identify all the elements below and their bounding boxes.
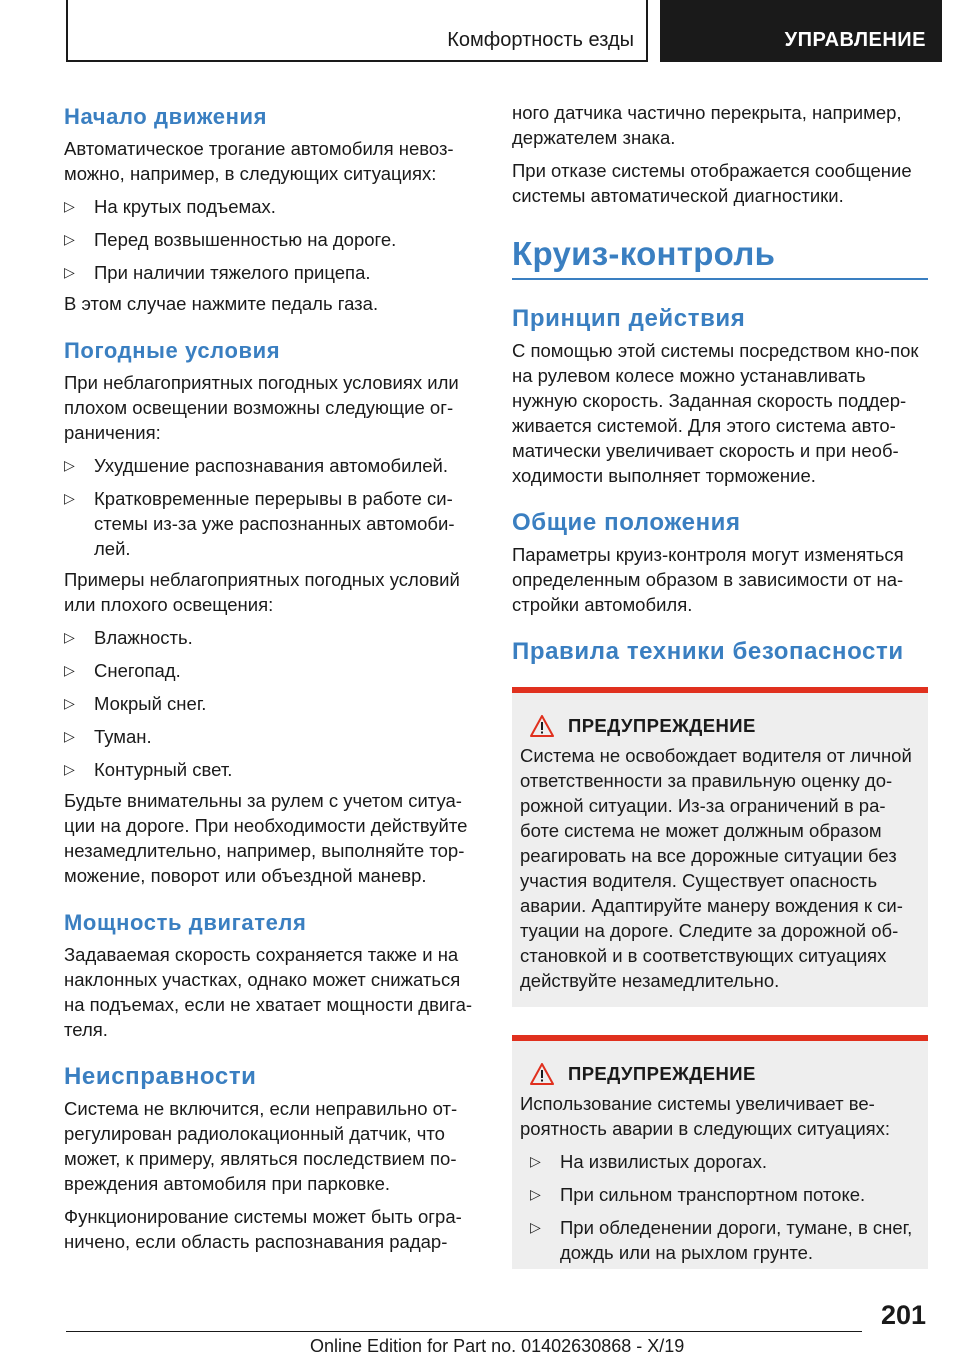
list-item: ▷ При сильном транспортном потоке.	[530, 1184, 866, 1205]
weather-text: При неблагоприятных погодных условиях или плохом освещении возможны следующие ог-раничения:	[64, 372, 459, 443]
heading-rule	[512, 278, 928, 280]
bullet-triangle-icon: ▷	[64, 695, 75, 711]
list-item: ▷ Контурный свет.	[64, 759, 233, 780]
bullet-triangle-icon: ▷	[530, 1153, 541, 1169]
warning-text: Система не освобождает водителя от личной ответственности за правильную оценку до-рожной ситуации. Из-за ограничений в ра-боте система не может должным образом реагировать на все дорожные ситуации без участия водителя. Существует опасность аварии. Адаптируйте манеру вождения к си-туации на дороге. Следите за дорожной об-становкой и в соответствующих ситуациях действуйте незамедлительно.	[520, 745, 912, 991]
warning-text: Использование системы увеличивает ве-роятность аварии в следующих ситуациях:	[520, 1093, 891, 1139]
faults-text-2: Функционирование системы может быть огра-ничено, если область распознавания радар-	[64, 1206, 462, 1252]
list-item: ▷ На извилистых дорогах.	[530, 1151, 767, 1172]
warning-box	[512, 687, 928, 1007]
warning-label: ПРЕДУПРЕЖДЕНИЕ	[568, 715, 756, 736]
header-section-title: Комфортность езды	[447, 29, 634, 51]
list-item: ▷ Ухудшение распознавания автомобилей.	[64, 455, 449, 476]
warning-title	[530, 715, 920, 737]
right-column	[512, 100, 928, 1269]
bullet-triangle-icon: ▷	[64, 761, 75, 777]
start-after-text: В этом случае нажмите педаль газа.	[64, 293, 379, 314]
general-text: Параметры круиз-контроля могут изменяться определенным образом в зависимости от на-стройки автомобиля.	[512, 544, 904, 615]
bullet-triangle-icon: ▷	[530, 1219, 541, 1235]
header-section-box	[66, 0, 648, 62]
warning-label: ПРЕДУПРЕЖДЕНИЕ	[568, 1063, 756, 1084]
heading-faults: Неисправности	[64, 1063, 257, 1090]
bullet-triangle-icon: ▷	[530, 1186, 541, 1202]
list-item: ▷ Кратковременные перерывы в работе си-стемы из-за уже распознанных автомоби-лей.	[64, 488, 455, 559]
bullet-triangle-icon: ▷	[64, 264, 75, 280]
weather-text-2: Примеры неблагоприятных погодных условий или плохого освещения:	[64, 569, 460, 615]
start-text: Автоматическое трогание автомобиля невоз-можно, например, в следующих ситуациях:	[64, 138, 454, 184]
bullet-triangle-icon: ▷	[64, 231, 75, 247]
continued-text-2: При отказе системы отображается сообщение системы автоматической диагностики.	[512, 160, 912, 206]
page-number: 201	[880, 1300, 926, 1330]
bullet-triangle-icon: ▷	[64, 457, 75, 473]
footer-edition: Online Edition for Part no. 01402630868 - X/19	[310, 1336, 685, 1356]
list-item: ▷ При обледенении дороги, тумане, в снег, дождь или на рыхлом грунте.	[530, 1217, 913, 1263]
list-item: ▷ Перед возвышенностью на дороге.	[64, 229, 397, 250]
heading-cruise-control: Круиз-контроль	[512, 235, 776, 272]
heading-start: Начало движения	[64, 104, 268, 129]
heading-engine: Мощность двигателя	[64, 910, 307, 935]
bullet-triangle-icon: ▷	[64, 198, 75, 214]
left-column	[64, 100, 484, 1254]
engine-text: Задаваемая скорость сохраняется также и на наклонных участках, однако может снижаться на подъемах, если не хватает мощности двига-теля.	[64, 944, 473, 1040]
list-item: ▷ Мокрый снег.	[64, 693, 207, 714]
header-chapter-box	[660, 0, 942, 62]
bullet-triangle-icon: ▷	[64, 662, 75, 678]
warning-triangle-icon	[530, 715, 554, 737]
bullet-triangle-icon: ▷	[64, 629, 75, 645]
header-chapter-title: УПРАВЛЕНИЕ	[784, 29, 926, 51]
heading-general: Общие положения	[512, 509, 741, 536]
heading-weather: Погодные условия	[64, 338, 281, 363]
list-item: ▷ Влажность.	[64, 627, 193, 648]
weather-after-text: Будьте внимательны за рулем с учетом ситуа-ции на дороге. При необходимости действуйте незамедлительно, например, выполняйте тор-можение, поворот или объездной маневр.	[64, 790, 468, 886]
principle-text: С помощью этой системы посредством кно-пок на рулевом колесе можно устанавливать нужную скорость. Заданная скорость поддер-живается системой. Для этого система авто-матически увеличивает скорость и при необ-ходимости выполняет торможение.	[512, 340, 919, 486]
list-item: ▷ Снегопад.	[64, 660, 181, 681]
warning-title	[530, 1063, 920, 1085]
bullet-triangle-icon: ▷	[64, 728, 75, 744]
heading-principle: Принцип действия	[512, 305, 746, 332]
heading-safety: Правила техники безопасности	[512, 638, 904, 665]
continued-text: ного датчика частично перекрыта, например, держателем знака.	[512, 102, 902, 148]
bullet-triangle-icon: ▷	[64, 490, 75, 506]
list-item: ▷ На крутых подъемах.	[64, 196, 276, 217]
list-item: ▷ При наличии тяжелого прицепа.	[64, 262, 371, 283]
warning-triangle-icon	[530, 1063, 554, 1085]
footer-rule	[66, 1331, 862, 1332]
warning-box	[512, 1035, 928, 1269]
list-item: ▷ Туман.	[64, 726, 152, 747]
faults-text: Система не включится, если неправильно от-регулирован радиолокационный датчик, что может, к примеру, являться последствием по-вреждения автомобиля при парковке.	[64, 1098, 458, 1194]
